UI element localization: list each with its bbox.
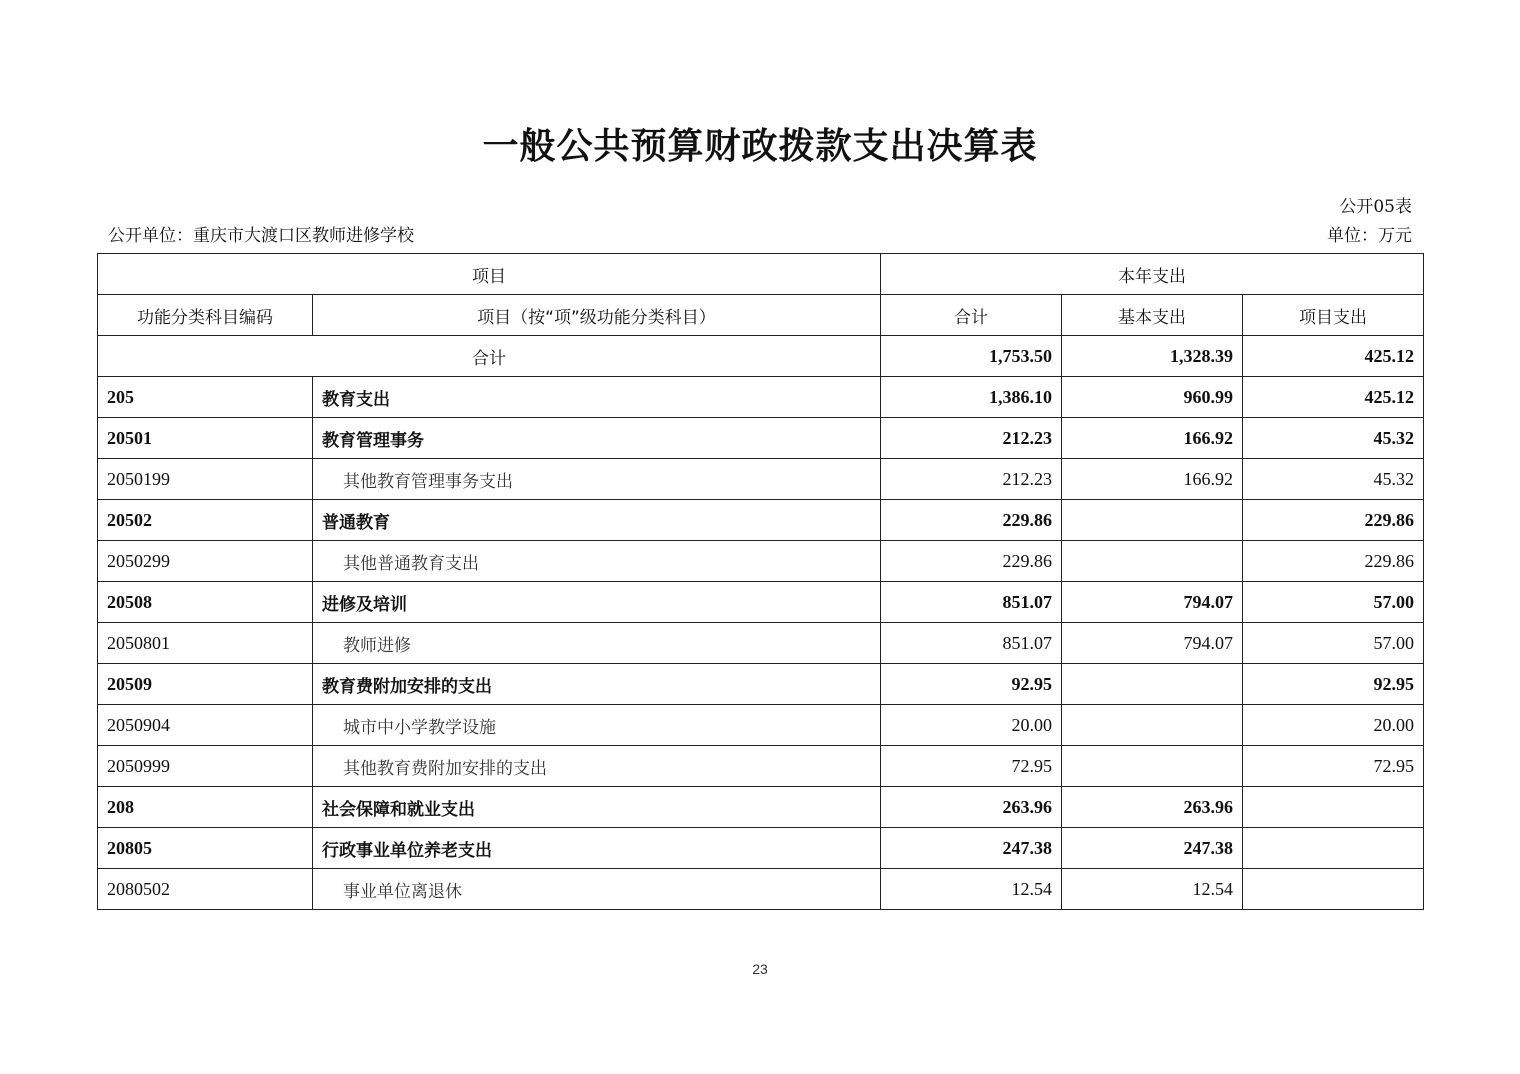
header-code: 功能分类科目编码 (98, 295, 313, 336)
table-row (98, 869, 1424, 910)
row-project: 57.00 (1243, 623, 1424, 664)
row-project: 72.95 (1243, 746, 1424, 787)
table-row (98, 459, 1424, 500)
row-total: 229.86 (881, 500, 1062, 541)
row-project: 229.86 (1243, 500, 1424, 541)
row-name: 社会保障和就业支出 (313, 787, 881, 828)
row-project (1243, 787, 1424, 828)
row-name: 其他教育管理事务支出 (313, 459, 881, 500)
row-project: 57.00 (1243, 582, 1424, 623)
table-number: 公开05表 (1339, 197, 1412, 217)
row-total: 212.23 (881, 459, 1062, 500)
header-project: 项目支出 (1243, 295, 1424, 336)
row-name: 教师进修 (313, 623, 881, 664)
row-project: 45.32 (1243, 418, 1424, 459)
row-name: 行政事业单位养老支出 (313, 828, 881, 869)
table-row (98, 541, 1424, 582)
row-total: 92.95 (881, 664, 1062, 705)
row-total: 851.07 (881, 582, 1062, 623)
row-total: 229.86 (881, 541, 1062, 582)
row-name: 教育管理事务 (313, 418, 881, 459)
total-row-basic: 1,328.39 (1062, 336, 1243, 377)
row-total: 20.00 (881, 705, 1062, 746)
row-code: 2080502 (98, 869, 313, 910)
row-project: 20.00 (1243, 705, 1424, 746)
row-total: 12.54 (881, 869, 1062, 910)
table-row (98, 418, 1424, 459)
row-code: 20502 (98, 500, 313, 541)
table-row (98, 664, 1424, 705)
row-name: 城市中小学教学设施 (313, 705, 881, 746)
row-code: 208 (98, 787, 313, 828)
row-code: 205 (98, 377, 313, 418)
row-name: 普通教育 (313, 500, 881, 541)
table-row (98, 377, 1424, 418)
row-basic: 794.07 (1062, 623, 1243, 664)
row-name: 事业单位离退休 (313, 869, 881, 910)
row-project: 45.32 (1243, 459, 1424, 500)
row-total: 263.96 (881, 787, 1062, 828)
row-project: 229.86 (1243, 541, 1424, 582)
row-code: 2050299 (98, 541, 313, 582)
row-code: 20501 (98, 418, 313, 459)
row-basic (1062, 541, 1243, 582)
row-basic: 166.92 (1062, 459, 1243, 500)
table-row (98, 828, 1424, 869)
row-total: 247.38 (881, 828, 1062, 869)
row-basic (1062, 500, 1243, 541)
header-basic: 基本支出 (1062, 295, 1243, 336)
row-basic: 960.99 (1062, 377, 1243, 418)
header-item: 项目 (98, 254, 881, 295)
row-basic (1062, 705, 1243, 746)
table-row (98, 500, 1424, 541)
row-project (1243, 828, 1424, 869)
header-total: 合计 (881, 295, 1062, 336)
total-row (98, 336, 1424, 377)
row-code: 2050904 (98, 705, 313, 746)
row-basic: 263.96 (1062, 787, 1243, 828)
row-total: 72.95 (881, 746, 1062, 787)
table-row (98, 623, 1424, 664)
table-row (98, 746, 1424, 787)
table-row (98, 582, 1424, 623)
row-basic: 247.38 (1062, 828, 1243, 869)
row-name: 其他普通教育支出 (313, 541, 881, 582)
row-total: 212.23 (881, 418, 1062, 459)
row-total: 851.07 (881, 623, 1062, 664)
unit-label: 单位：万元 (1327, 226, 1412, 246)
row-code: 20509 (98, 664, 313, 705)
row-code: 2050999 (98, 746, 313, 787)
org-label: 公开单位：重庆市大渡口区教师进修学校 (108, 226, 414, 246)
row-name: 进修及培训 (313, 582, 881, 623)
row-basic: 794.07 (1062, 582, 1243, 623)
document-title: 一般公共预算财政拨款支出决算表 (482, 126, 1038, 167)
row-code: 2050801 (98, 623, 313, 664)
row-code: 20508 (98, 582, 313, 623)
row-basic (1062, 664, 1243, 705)
page-number: 23 (752, 961, 768, 977)
row-total: 1,386.10 (881, 377, 1062, 418)
row-name: 教育费附加安排的支出 (313, 664, 881, 705)
row-code: 2050199 (98, 459, 313, 500)
row-project (1243, 869, 1424, 910)
row-name: 教育支出 (313, 377, 881, 418)
table-row (98, 705, 1424, 746)
row-basic: 166.92 (1062, 418, 1243, 459)
row-code: 20805 (98, 828, 313, 869)
total-row-label: 合计 (98, 336, 881, 377)
header-name: 项目（按“项”级功能分类科目） (313, 295, 881, 336)
header-row-1 (98, 254, 1424, 295)
total-row-total: 1,753.50 (881, 336, 1062, 377)
row-name: 其他教育费附加安排的支出 (313, 746, 881, 787)
table-row (98, 787, 1424, 828)
budget-table (97, 253, 1424, 910)
total-row-project: 425.12 (1243, 336, 1424, 377)
row-basic (1062, 746, 1243, 787)
row-project: 92.95 (1243, 664, 1424, 705)
header-row-2 (98, 295, 1424, 336)
row-basic: 12.54 (1062, 869, 1243, 910)
header-current-year: 本年支出 (881, 254, 1424, 295)
row-project: 425.12 (1243, 377, 1424, 418)
